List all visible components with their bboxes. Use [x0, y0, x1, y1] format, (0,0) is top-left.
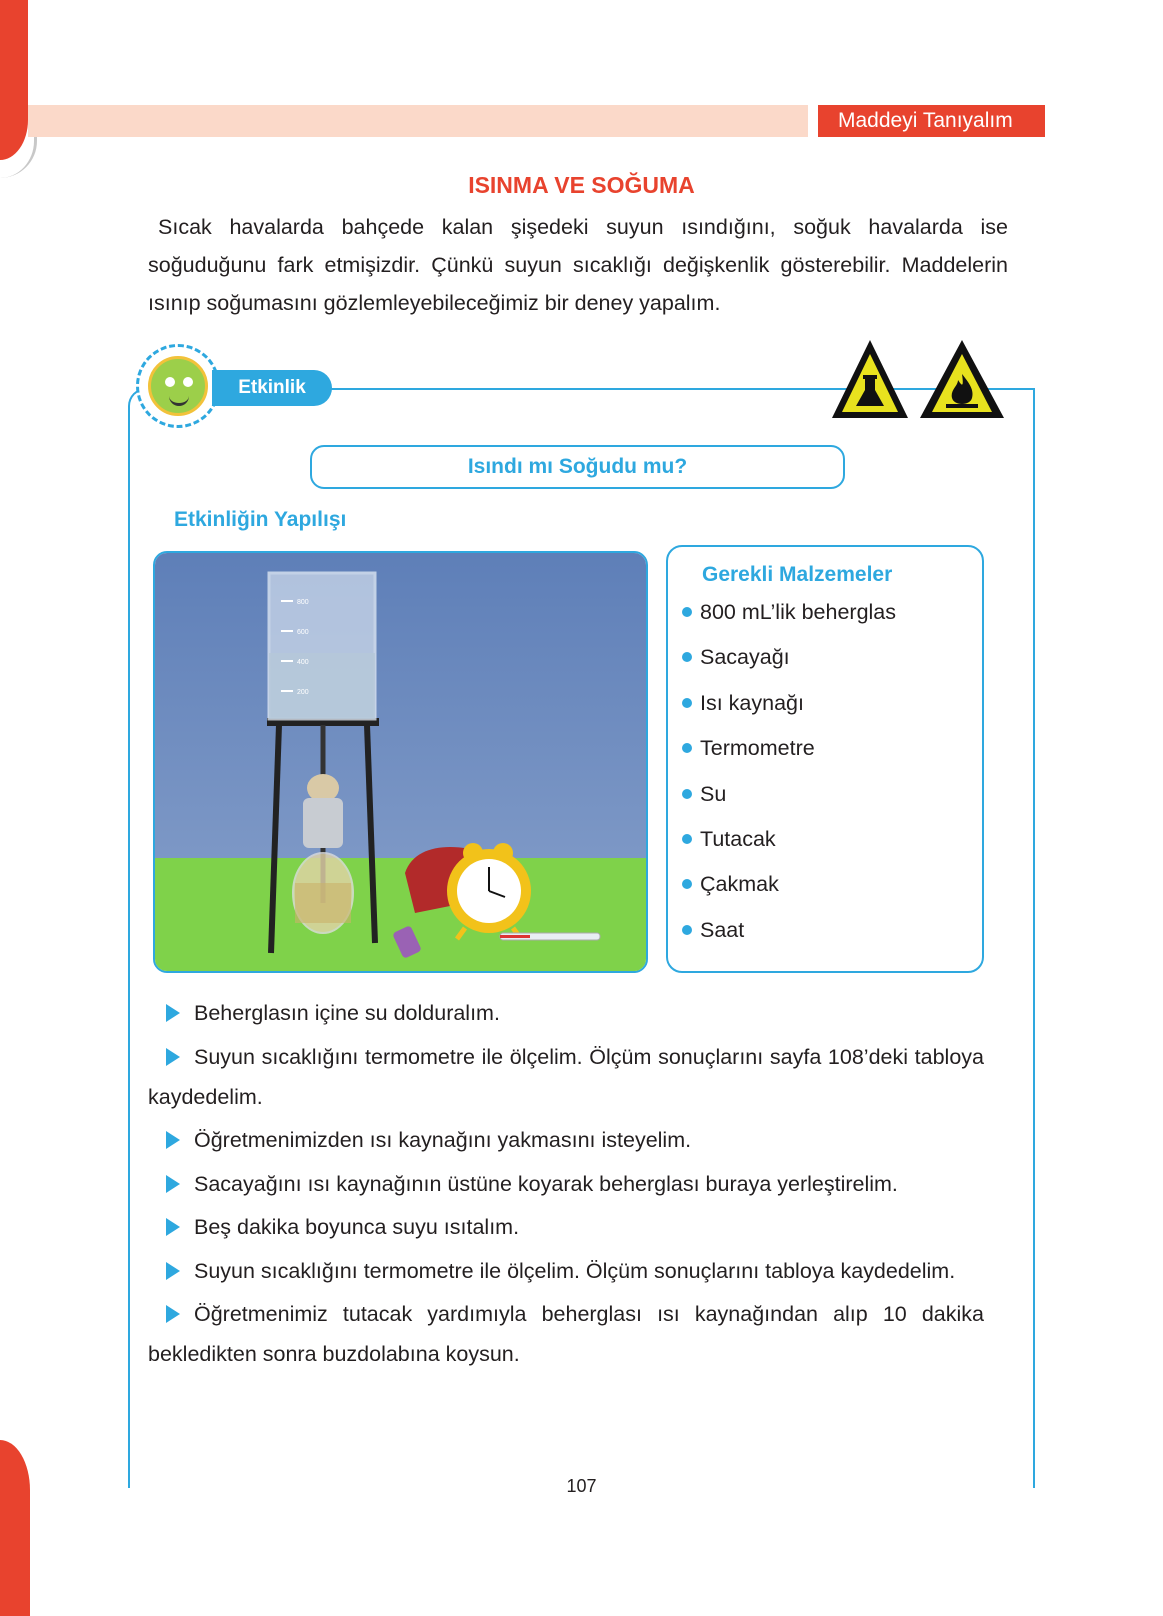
activity-title: Isındı mı Soğudu mu?: [310, 445, 845, 489]
step-text: Sacayağını ısı kaynağının üstüne koyarak beherglası buraya yerleştirelim.: [194, 1171, 898, 1196]
material-item: Termometre: [680, 733, 896, 778]
intro-text: Sıcak havalarda bahçede kalan şişedeki suyun ısındığını, soğuk havalarda ise soğuduğunu fark etmişizdir. Çünkü suyun sıcaklığı değişkenlik gösterebilir. Maddelerin ısınıp soğumasını gözlemleyebileceğimiz bir deney yapalım.: [148, 215, 1008, 315]
section-heading: Etkinliğin Yapılışı: [174, 508, 347, 531]
step-item: [148, 1037, 984, 1117]
corner-decoration-bottom: [0, 1440, 30, 1616]
materials-title: Gerekli Malzemeler: [702, 563, 893, 586]
material-item: Tutacak: [680, 824, 896, 869]
material-item: Su: [680, 779, 896, 824]
play-arrow-icon: [166, 1048, 180, 1066]
play-arrow-icon: [166, 1131, 180, 1149]
material-item: Sacayağı: [680, 642, 896, 687]
page-number: 107: [566, 1476, 597, 1496]
play-arrow-icon: [166, 1262, 180, 1280]
material-item: Isı kaynağı: [680, 688, 896, 733]
step-item: [148, 1164, 984, 1204]
play-arrow-icon: [166, 1175, 180, 1193]
step-text: Öğretmenimizden ısı kaynağını yakmasını isteyelim.: [194, 1128, 692, 1152]
chemical-warning-icon: [830, 338, 910, 420]
step-text: Suyun sıcaklığını termometre ile ölçelim. Ölçüm sonuçlarını tabloya kaydedelim.: [194, 1258, 956, 1283]
step-item: [148, 1207, 984, 1247]
step-item: [148, 993, 984, 1033]
play-arrow-icon: [166, 1004, 180, 1022]
material-item: Saat: [680, 915, 896, 960]
step-text: Beş dakika boyunca suyu ısıtalım.: [194, 1215, 520, 1239]
steps-list: [148, 993, 984, 1378]
beaker-mark: 400: [297, 659, 309, 666]
mascot-face: [148, 356, 208, 416]
step-text: Öğretmenimiz tutacak yardımıyla beherglası ısı kaynağından alıp 10 dakika bekledikten sonra buzdolabına koysun.: [148, 1302, 984, 1366]
beaker-mark: 800: [297, 599, 309, 606]
play-arrow-icon: [166, 1305, 180, 1323]
header-band: [28, 105, 808, 137]
step-item: [148, 1251, 984, 1291]
material-item: Çakmak: [680, 869, 896, 914]
material-item: 800 mL’lik beherglas: [680, 597, 896, 642]
section-label: Maddeyi Tanıyalım: [818, 105, 1045, 137]
header-separator: [808, 105, 818, 137]
flammable-warning-icon: [918, 338, 1006, 420]
activity-badge: Etkinlik: [212, 370, 332, 406]
page-title: ISINMA VE SOĞUMA: [468, 172, 695, 198]
step-item: [148, 1120, 984, 1160]
step-text: Beherglasın içine su dolduralım.: [194, 1001, 500, 1025]
intro-paragraph: [148, 208, 1008, 322]
experiment-photo: [153, 551, 648, 973]
mascot-icon: [136, 344, 220, 428]
materials-box: [666, 545, 984, 973]
beaker-mark: 200: [297, 689, 309, 696]
beaker-mark: 600: [297, 629, 309, 636]
step-text: Suyun sıcaklığını termometre ile ölçelim. Ölçüm sonuçlarını sayfa 108’deki tabloya kaydedelim.: [148, 1044, 984, 1109]
play-arrow-icon: [166, 1218, 180, 1236]
corner-decoration-top: [0, 0, 28, 160]
step-item: [148, 1294, 984, 1374]
materials-list: [680, 597, 896, 960]
